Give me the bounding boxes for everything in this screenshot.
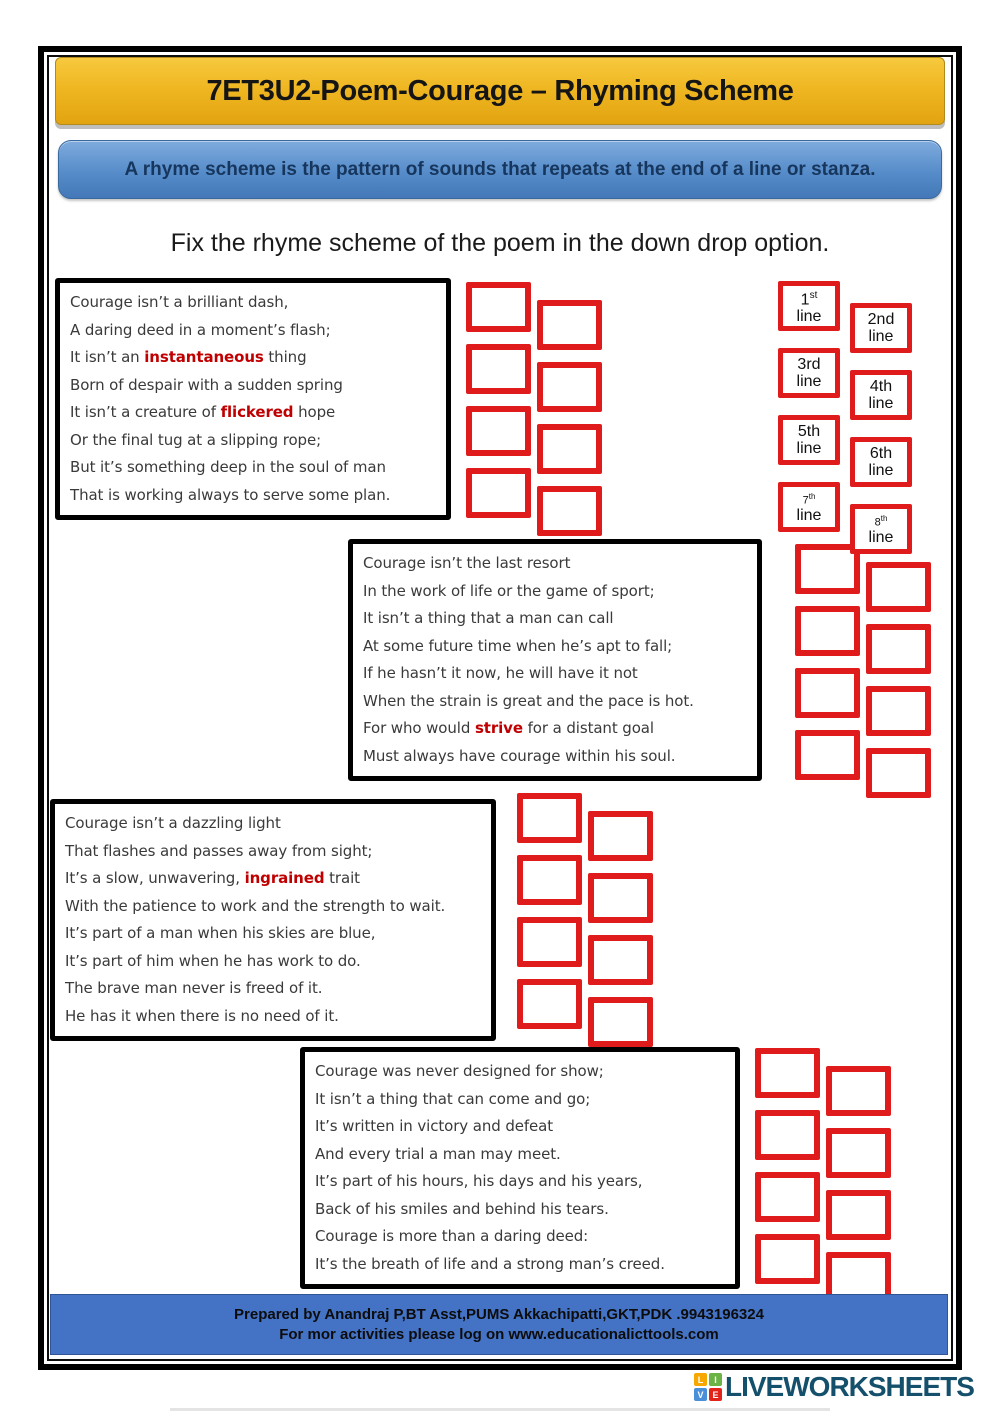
- page-title: 7ET3U2-Poem-Courage – Rhyming Scheme: [206, 74, 794, 107]
- legend-box-7th-line: [778, 482, 840, 532]
- legend-ordinal: 7th: [802, 491, 816, 507]
- poem-stanza-1: [55, 278, 451, 520]
- poem-line: And every trial a man may meet.: [315, 1144, 561, 1163]
- rhyme-dropdown-box[interactable]: [517, 793, 582, 843]
- rhyme-dropdown-box[interactable]: [826, 1128, 891, 1178]
- legend-box-5th-line: [778, 415, 840, 465]
- rhyme-dropdown-box[interactable]: [588, 811, 653, 861]
- rhyme-dropdown-box[interactable]: [755, 1172, 820, 1222]
- rhyme-dropdown-box[interactable]: [866, 562, 931, 612]
- rhyme-dropdown-box[interactable]: [588, 935, 653, 985]
- rhyme-dropdown-box[interactable]: [795, 730, 860, 780]
- rhyme-dropdown-box[interactable]: [755, 1048, 820, 1098]
- poem-line: When the strain is great and the pace is hot.: [363, 691, 694, 710]
- legend-box-6th-line: [850, 437, 912, 487]
- poem-line: With the patience to work and the strength to wait.: [65, 896, 446, 915]
- legend-line-word: line: [796, 507, 822, 525]
- highlighted-word: strive: [474, 719, 523, 737]
- poem-line: It’s written in victory and defeat: [315, 1117, 554, 1135]
- legend-box-1st-line: [778, 281, 840, 331]
- footer-prepared-by: Prepared by Anandraj P,BT Asst,PUMS Akkachipatti,GKT,PDK .9943196324: [234, 1306, 764, 1323]
- rhyme-dropdown-box[interactable]: [517, 855, 582, 905]
- poem-line: Born of despair with a sudden spring: [70, 375, 343, 394]
- poem-line: It’s the breath of life and a strong man’s creed.: [315, 1254, 665, 1273]
- line-number-legend: [778, 281, 912, 554]
- poem-line: It isn’t a thing that a man can call: [363, 609, 614, 627]
- poem-line: It’s part of a man when his skies are blue,: [65, 924, 376, 942]
- poem-line: For who would strive for a distant goal: [363, 719, 654, 737]
- definition-banner: [58, 140, 942, 199]
- legend-ordinal: 4th: [869, 378, 893, 395]
- rhyme-dropdown-box[interactable]: [537, 300, 602, 350]
- rhyme-dropdown-box[interactable]: [537, 486, 602, 536]
- rhyme-dropdown-box[interactable]: [795, 606, 860, 656]
- rhyme-dropdown-box[interactable]: [588, 997, 653, 1047]
- poem-line: Courage isn’t a dazzling light: [65, 814, 281, 832]
- rhyme-dropdown-box[interactable]: [826, 1066, 891, 1116]
- rhyme-dropdown-box[interactable]: [755, 1234, 820, 1284]
- highlighted-word: instantaneous: [144, 348, 264, 366]
- answer-box-group-2: [795, 544, 931, 798]
- poem-line: Back of his smiles and behind his tears.: [315, 1199, 609, 1218]
- legend-line-word: line: [868, 462, 894, 479]
- rhyme-dropdown-box[interactable]: [517, 979, 582, 1029]
- poem-line: Courage is more than a daring deed:: [315, 1227, 589, 1245]
- legend-box-2nd-line: [850, 303, 912, 353]
- poem-line: That is working always to serve some plan.: [70, 485, 391, 504]
- legend-line-word: line: [796, 373, 822, 390]
- rhyme-dropdown-box[interactable]: [755, 1110, 820, 1160]
- highlighted-word: flickered: [220, 403, 294, 421]
- legend-box-8th-line: [850, 504, 912, 554]
- logo-tile-l: L: [694, 1373, 707, 1386]
- poem-line: Courage isn’t the last resort: [363, 554, 571, 572]
- poem-stanza-4: [300, 1047, 740, 1289]
- poem-line: Or the final tug at a slipping rope;: [70, 430, 322, 449]
- legend-ordinal: 1st: [800, 289, 818, 309]
- legend-ordinal: 3rd: [797, 356, 821, 373]
- poem-line: It’s part of his hours, his days and his years,: [315, 1172, 643, 1190]
- rhyme-dropdown-box[interactable]: [795, 668, 860, 718]
- liveworksheets-logo-icon: [694, 1373, 722, 1401]
- instruction-text: Fix the rhyme scheme of the poem in the down drop option.: [170, 229, 830, 257]
- poem-line: That flashes and passes away from sight;: [65, 841, 373, 860]
- poem-line: It’s a slow, unwavering, ingrained trait: [65, 869, 360, 887]
- rhyme-dropdown-box[interactable]: [466, 344, 531, 394]
- legend-ordinal: 8th: [874, 513, 888, 529]
- page-bottom-artifact: [170, 1408, 830, 1411]
- rhyme-dropdown-box[interactable]: [537, 424, 602, 474]
- rhyme-dropdown-box[interactable]: [588, 873, 653, 923]
- answer-box-group-1: [466, 282, 602, 536]
- poem-line: Courage isn’t a brilliant dash,: [70, 293, 289, 311]
- legend-line-word: line: [868, 529, 894, 547]
- poem-line: He has it when there is no need of it.: [65, 1006, 339, 1025]
- legend-line-word: line: [868, 328, 894, 345]
- footer-website: For mor activities please log on www.educationalicttools.com: [279, 1326, 719, 1343]
- poem-line: The brave man never is freed of it.: [65, 979, 323, 997]
- poem-line: It’s part of him when he has work to do.: [65, 951, 361, 970]
- legend-box-4th-line: [850, 370, 912, 420]
- answer-box-group-4: [755, 1048, 891, 1302]
- logo-tile-i: I: [709, 1373, 722, 1386]
- poem-stanza-2: [348, 539, 762, 781]
- logo-tile-v: V: [694, 1388, 707, 1401]
- poem-line: It isn’t a creature of flickered hope: [70, 403, 336, 421]
- poem-line: It isn’t a thing that can come and go;: [315, 1089, 591, 1108]
- poem-line: A daring deed in a moment’s flash;: [70, 320, 331, 339]
- poem-line: Must always have courage within his soul.: [363, 746, 676, 765]
- definition-text: A rhyme scheme is the pattern of sounds that repeats at the end of a line or stanza.: [124, 158, 876, 180]
- legend-ordinal: 6th: [869, 445, 893, 462]
- poem-line: Courage was never designed for show;: [315, 1062, 604, 1080]
- legend-ordinal: 2nd: [867, 311, 895, 328]
- legend-line-word: line: [868, 395, 894, 412]
- liveworksheets-logo: [694, 1371, 974, 1403]
- rhyme-dropdown-box[interactable]: [517, 917, 582, 967]
- rhyme-dropdown-box[interactable]: [866, 748, 931, 798]
- highlighted-word: ingrained: [244, 869, 325, 887]
- poem-stanza-3: [50, 799, 496, 1041]
- poem-line: At some future time when he’s apt to fall;: [363, 636, 673, 655]
- legend-ordinal: 5th: [797, 423, 821, 440]
- logo-tile-e: E: [709, 1388, 722, 1401]
- legend-line-word: line: [796, 308, 822, 326]
- rhyme-dropdown-box[interactable]: [826, 1190, 891, 1240]
- rhyme-dropdown-box[interactable]: [466, 282, 531, 332]
- rhyme-dropdown-box[interactable]: [866, 686, 931, 736]
- footer-banner: [50, 1294, 948, 1355]
- legend-box-3rd-line: [778, 348, 840, 398]
- liveworksheets-logo-text: LIVEWORKSHEETS: [725, 1371, 974, 1402]
- rhyme-dropdown-box[interactable]: [466, 406, 531, 456]
- legend-line-word: line: [796, 440, 822, 457]
- rhyme-dropdown-box[interactable]: [866, 624, 931, 674]
- poem-line: It isn’t an instantaneous thing: [70, 348, 307, 366]
- poem-line: If he hasn’t it now, he will have it not: [363, 664, 638, 682]
- rhyme-dropdown-box[interactable]: [466, 468, 531, 518]
- header-banner: [55, 57, 945, 125]
- rhyme-dropdown-box[interactable]: [537, 362, 602, 412]
- poem-line: But it’s something deep in the soul of man: [70, 458, 386, 476]
- answer-box-group-3: [517, 793, 653, 1047]
- poem-line: In the work of life or the game of sport;: [363, 581, 655, 600]
